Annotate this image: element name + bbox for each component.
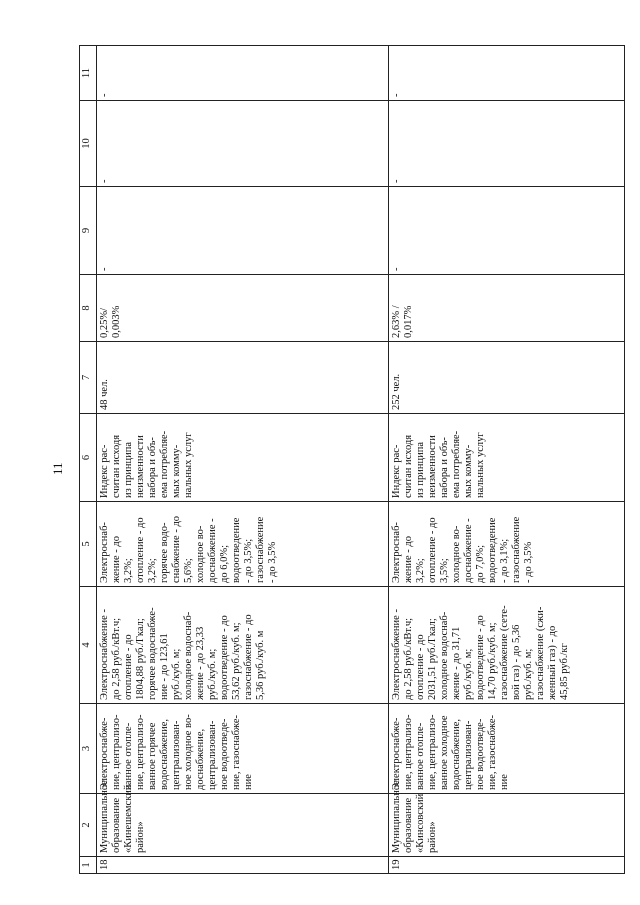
column-header: 7 (80, 342, 97, 414)
index-note-cell: Индекс рас- считан исходя из принципа неизменности набора и объ- ема потребляе- мых комму- нальных услуг (97, 414, 389, 502)
column-header: 2 (80, 794, 97, 857)
page-number: 11 (50, 462, 65, 475)
column-header: 1 (80, 857, 97, 874)
column-header: 8 (80, 275, 97, 342)
services-cell: Электроснабже- ние, централизо- ванное отопле- ние, централизо- ванное горячее водоснабжение, централизован- ное холодное во- доснабжение, централизован- ное водоотведе- ние, газоснабже- ние (97, 704, 389, 794)
column-11-cell: - (97, 46, 389, 101)
row-number-cell: 19 (389, 857, 625, 874)
growth-cell: Электроснаб- жение - до 3,2%; отопление - до 3,5%; холодное во- доснабжение - до 7,0%; водоотведение - до 3,1%; газоснабжение - до 3,5% (389, 502, 625, 587)
column-10-cell: - (389, 101, 625, 187)
share-cell: 2,63% / 0,017% (389, 275, 625, 342)
column-header: 9 (80, 187, 97, 275)
population-cell: 252 чел. (389, 342, 625, 414)
municipality-cell: Муниципальное образование «Кинсовский район» (389, 794, 625, 857)
rotated-table-container (79, 46, 625, 874)
header-row (80, 46, 97, 874)
column-header: 11 (80, 46, 97, 101)
table-row (389, 46, 625, 874)
tariffs-cell: Электроснабжение - до 2,58 руб./кВт.ч; отопление - до 2031,51 руб./Гкал; холодное водоснаб- жение - до 31,71 руб./куб. м; водоотведение - до 14,70 руб./куб. м; газоснабжение (сете- вой газ) - до 5,36 руб./куб. м; газоснабжение (сжи- женный газ) - до 45,85 руб./кг (389, 587, 625, 704)
index-note-cell: Индекс рас- считан исходя из принципа неизменности набора и объ- ема потребляе- мых комму- нальных услуг (389, 414, 625, 502)
column-10-cell: - (97, 101, 389, 187)
services-cell: Электроснабже- ние, централизо- ванное отопле- ние, централизо- ванное холодное водоснабжение, централизован- ное водоотведе- ние, газоснабже- ние (389, 704, 625, 794)
column-header: 5 (80, 502, 97, 587)
municipality-cell: Муниципальное образование «Кинешемский район» (97, 794, 389, 857)
table-row (97, 46, 389, 874)
column-header: 4 (80, 587, 97, 704)
row-number-cell: 18 (97, 857, 389, 874)
column-header: 10 (80, 101, 97, 187)
column-9-cell: - (389, 187, 625, 275)
growth-cell: Электроснаб- жение - до 3,2%; отопление - до 3,2%; горячее водо- снабжение - до 5,6%; холодное во- доснабжение - до 6,0%; водоотведение - до 3,5%; газоснабжение - до 3,5% (97, 502, 389, 587)
tariffs-cell: Электроснабжение - до 2,58 руб./кВт.ч; отопление - до 1804,88 руб./Гкал; горячее водоснабже- ние - до 123,61 руб./куб. м; холодное водоснаб- жение - до 23,33 руб./куб. м; водоотведение - до 53,62 руб./куб. м; газоснабжение - до 5,36 руб./куб. м (97, 587, 389, 704)
population-cell: 48 чел. (97, 342, 389, 414)
column-11-cell: - (389, 46, 625, 101)
column-9-cell: - (97, 187, 389, 275)
column-header: 3 (80, 704, 97, 794)
share-cell: 0,25%/ 0,003% (97, 275, 389, 342)
column-header: 6 (80, 414, 97, 502)
tariff-table (79, 45, 625, 874)
